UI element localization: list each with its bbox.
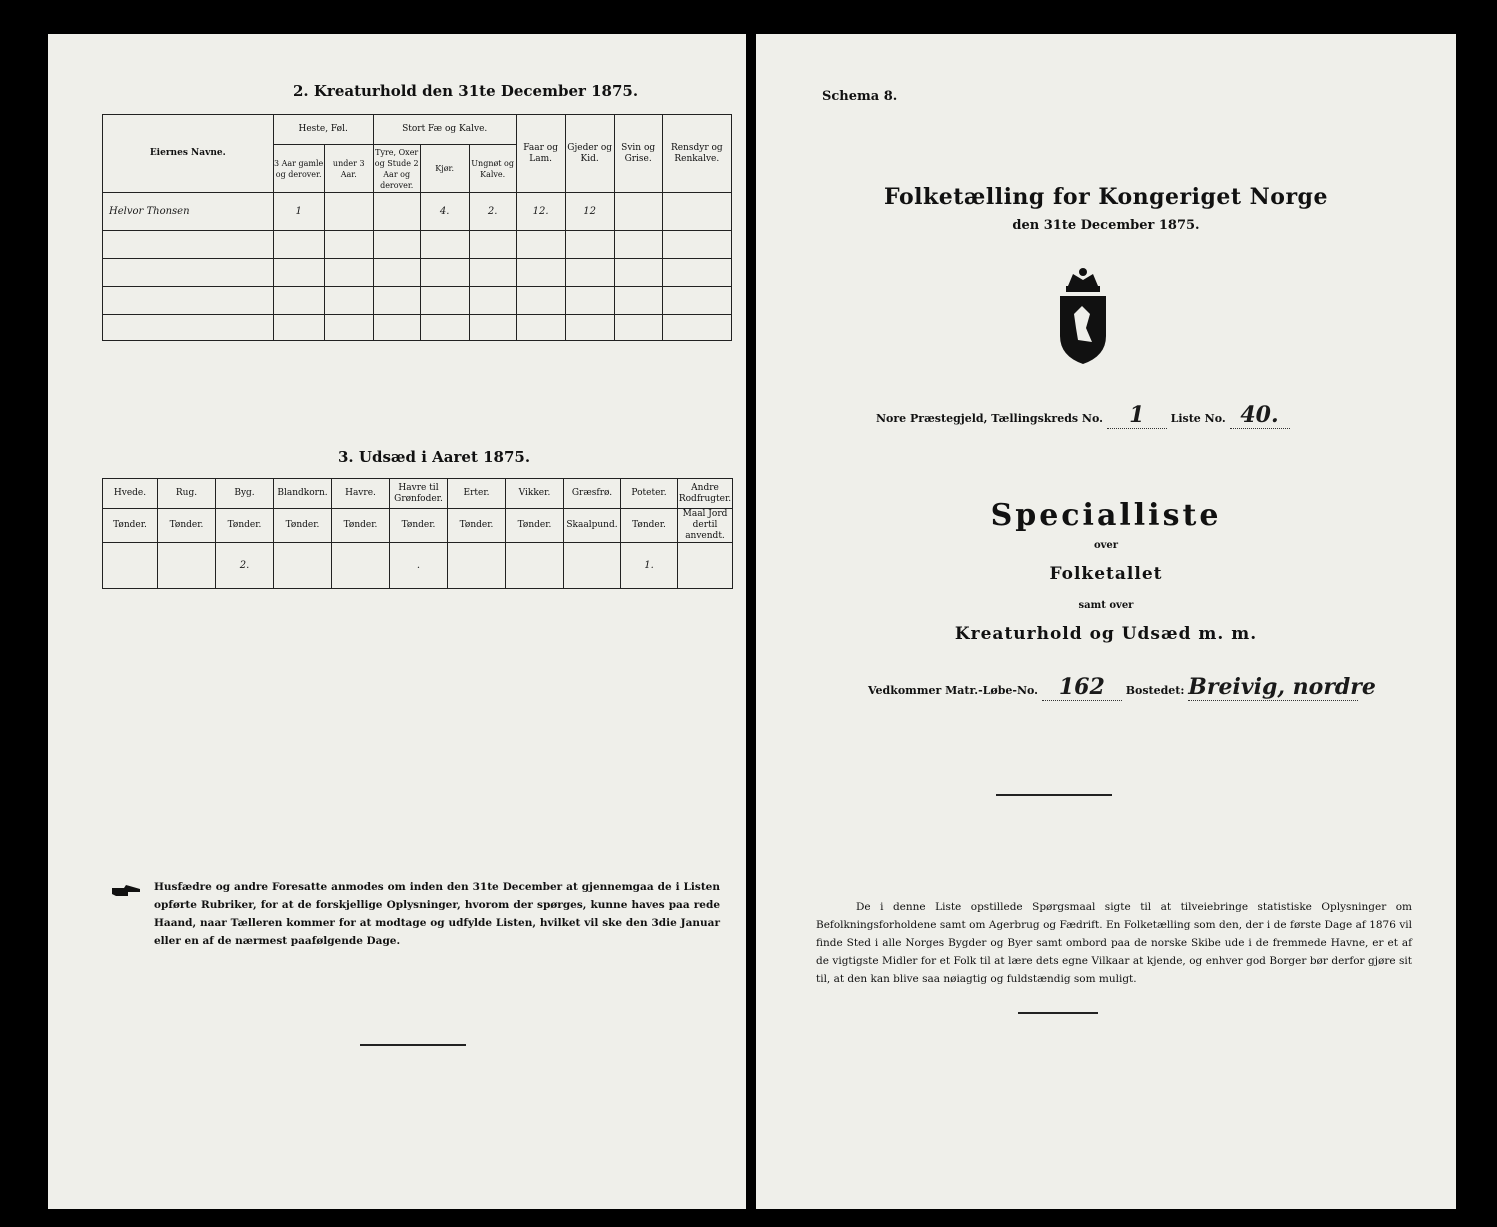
seed-value-8	[564, 543, 621, 589]
col-svin: Svin og Grise.	[614, 115, 662, 193]
liste-value: 40.	[1230, 402, 1290, 429]
seed-header-10: Andre Rodfrugter.	[678, 479, 733, 509]
seed-value-5: .	[390, 543, 448, 589]
notice-text: Husfædre og andre Foresatte anmodes om inden den 31te December at gjennemgaa de i Listen opførte Rubriker, for at de forskjellige Oplysninger, hvorom der spørges, kunne haves paa rede Haand, naar Tælleren kommer for at modtage og udfylde Listen, hvilket vil ske den 3die Januar eller en af de nærmest paafølgende Dage.	[154, 881, 720, 947]
seed-header-1: Rug.	[158, 479, 216, 509]
seed-unit-5: Tønder.	[390, 509, 448, 543]
col-stort: Stort Fæ og Kalve.	[373, 115, 516, 145]
right-page	[756, 34, 1456, 1209]
seed-unit-2: Tønder.	[216, 509, 274, 543]
seed-header-4: Havre.	[332, 479, 390, 509]
tyre-value	[373, 193, 420, 231]
seed-unit-4: Tønder.	[332, 509, 390, 543]
seed-table	[102, 478, 733, 589]
table-row	[103, 543, 733, 589]
col-kjor: Kjør.	[420, 145, 469, 193]
main-title: Folketælling for Kongeriget Norge	[884, 184, 1328, 210]
seed-value-7	[506, 543, 564, 589]
ungnot-value: 2.	[469, 193, 516, 231]
seed-unit-8: Skaalpund.	[564, 509, 621, 543]
seed-unit-7: Tønder.	[506, 509, 564, 543]
tellingskreds-value: 1	[1107, 402, 1167, 429]
pointing-hand-icon	[110, 882, 142, 902]
liste-label: Liste No.	[1170, 412, 1226, 425]
folketallet-title: Folketallet	[1049, 564, 1163, 584]
left-page	[48, 34, 746, 1209]
seed-value-6	[448, 543, 506, 589]
date-line: den 31te December 1875.	[1012, 218, 1200, 233]
owner-name: Helvor Thonsen	[103, 193, 274, 231]
col-owner: Eiernes Navne.	[103, 115, 274, 193]
tellingskreds-label: Tællingskreds No.	[991, 412, 1103, 425]
matr-label: Vedkommer Matr.-Løbe-No.	[868, 684, 1038, 697]
col-ungnot: Ungnøt og Kalve.	[469, 145, 516, 193]
kjor-value: 4.	[420, 193, 469, 231]
seed-header-3: Blandkorn.	[274, 479, 332, 509]
divider	[996, 794, 1112, 796]
col-gjeder: Gjeder og Kid.	[565, 115, 614, 193]
faar-value: 12.	[516, 193, 565, 231]
heste-young-value	[324, 193, 373, 231]
rensdyr-value	[662, 193, 731, 231]
seed-unit-1: Tønder.	[158, 509, 216, 543]
seed-header-7: Vikker.	[506, 479, 564, 509]
seed-unit-6: Tønder.	[448, 509, 506, 543]
coat-of-arms-icon	[1048, 266, 1118, 366]
seed-value-10	[678, 543, 733, 589]
seed-header-5: Havre til Grønfoder.	[390, 479, 448, 509]
gjeder-value: 12	[565, 193, 614, 231]
heste-old-value: 1	[273, 193, 324, 231]
matr-line	[868, 674, 1376, 701]
matr-value: 162	[1042, 674, 1122, 701]
seed-value-0	[103, 543, 158, 589]
samt-over-label: samt over	[1078, 600, 1134, 611]
section2-title: 2. Kreaturhold den 31te December 1875.	[293, 82, 639, 100]
prestegjeld-label: Nore Præstegjeld,	[876, 412, 988, 425]
over-label: over	[1093, 540, 1119, 551]
divider	[360, 1044, 466, 1046]
seed-value-9: 1.	[621, 543, 678, 589]
seed-unit-3: Tønder.	[274, 509, 332, 543]
district-line	[876, 402, 1290, 429]
seed-header-9: Poteter.	[621, 479, 678, 509]
bostedet-label: Bostedet:	[1125, 684, 1185, 697]
seed-unit-0: Tønder.	[103, 509, 158, 543]
seed-header-2: Byg.	[216, 479, 274, 509]
divider	[1018, 1012, 1098, 1014]
table-row	[103, 193, 732, 231]
kreaturhold-title: Kreaturhold og Udsæd m. m.	[954, 624, 1258, 644]
seed-value-1	[158, 543, 216, 589]
col-tyre: Tyre, Oxer og Stude 2 Aar og derover.	[373, 145, 420, 193]
svin-value	[614, 193, 662, 231]
specialliste-title: Specialliste	[990, 498, 1222, 533]
col-faar: Faar og Lam.	[516, 115, 565, 193]
info-paragraph: De i denne Liste opstillede Spørgsmaal sigte til at tilveiebringe statistiske Oplysninger om Befolkningsforholdene samt om Agerbrug og Fædrift. En Folketælling som den, der i de første Dage af 1876 vil finde Sted i alle Norges Bygder og Byer samt ombord paa de norske Skibe ude i de fremmede Havne, er et af de vigtigste Midler for et Folk til at lære dets egne Vilkaar at kjende, og enhver god Borger bør derfor gjøre sit til, at den kan blive saa nøiagtig og fuldstændig som muligt.	[816, 901, 1412, 985]
schema-label: Schema 8.	[822, 89, 898, 104]
col-heste-old: 3 Aar gamle og derover.	[273, 145, 324, 193]
livestock-table	[102, 114, 732, 341]
seed-value-2: 2.	[216, 543, 274, 589]
section3-title: 3. Udsæd i Aaret 1875.	[338, 448, 531, 466]
seed-value-4	[332, 543, 390, 589]
seed-unit-9: Tønder.	[621, 509, 678, 543]
col-rensdyr: Rensdyr og Renkalve.	[662, 115, 731, 193]
col-heste: Heste, Føl.	[273, 115, 373, 145]
seed-header-6: Erter.	[448, 479, 506, 509]
seed-header-0: Hvede.	[103, 479, 158, 509]
seed-unit-10: Maal Jord dertil anvendt.	[678, 509, 733, 543]
bostedet-value: Breivig, nordre	[1188, 674, 1376, 700]
col-heste-young: under 3 Aar.	[324, 145, 373, 193]
seed-value-3	[274, 543, 332, 589]
seed-header-8: Græsfrø.	[564, 479, 621, 509]
